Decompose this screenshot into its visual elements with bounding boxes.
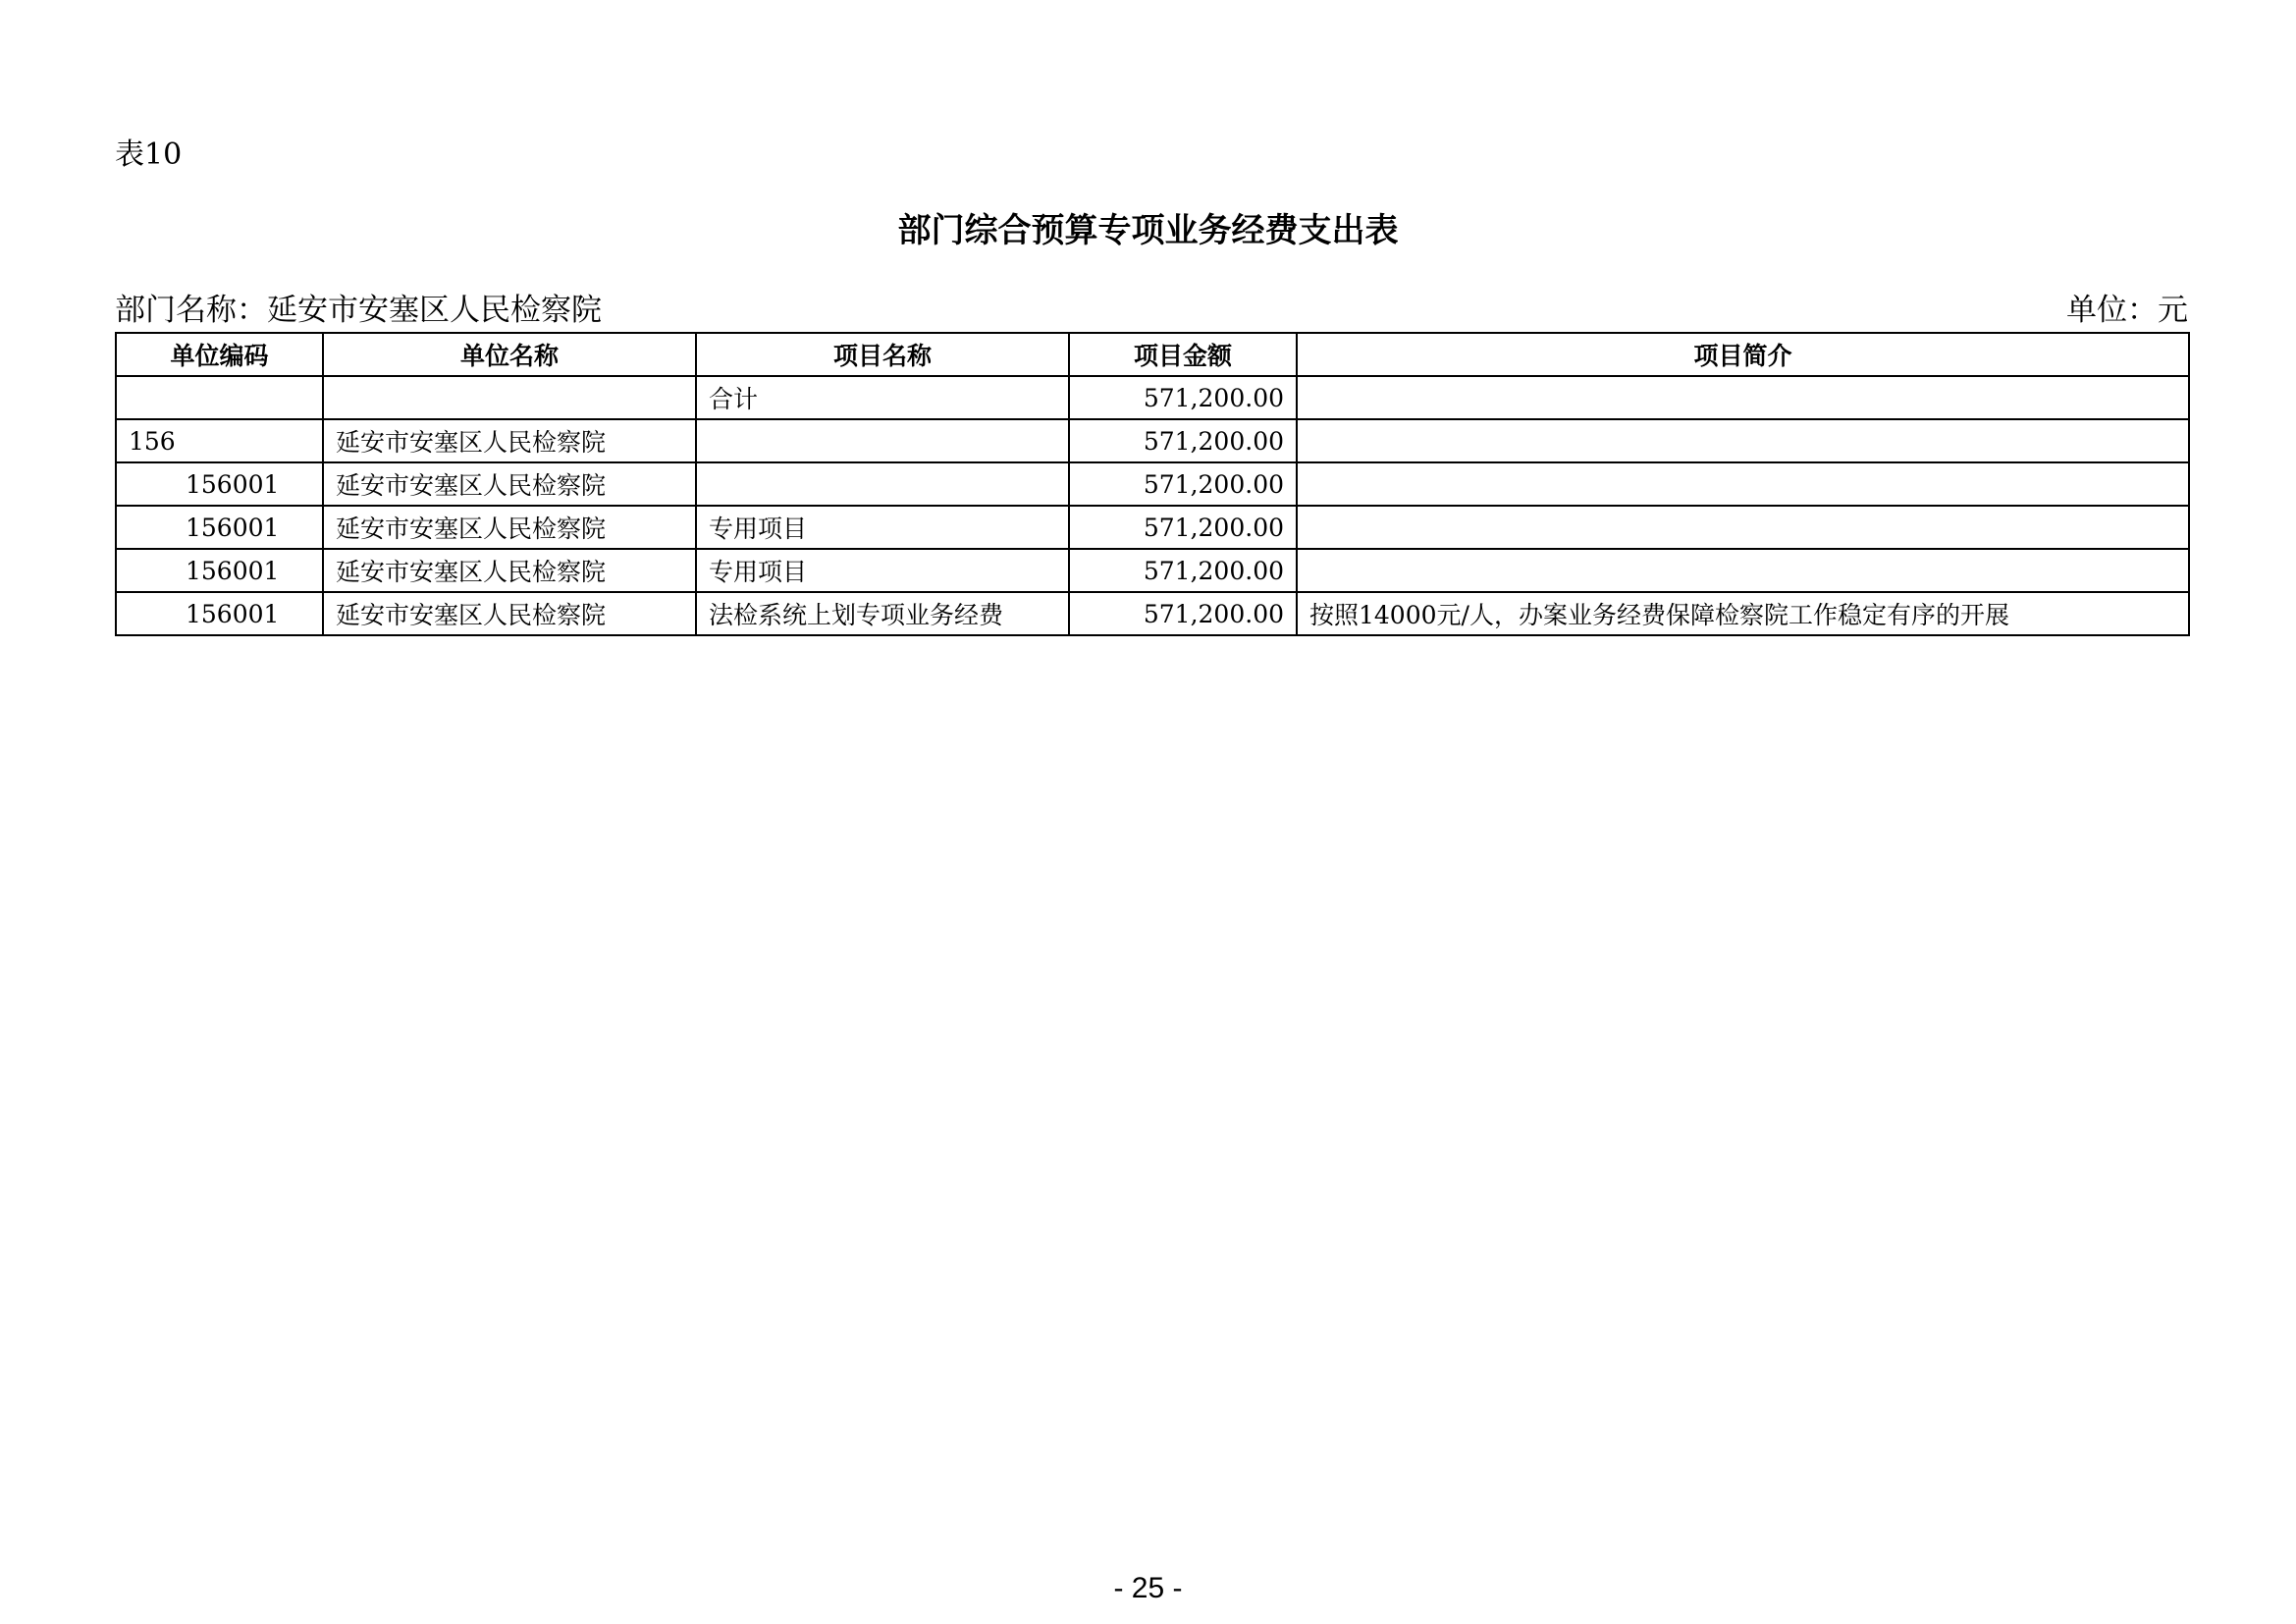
cell-code: 156001 — [116, 462, 323, 506]
cell-intro — [1297, 376, 2189, 419]
cell-unit-name: 延安市安塞区人民检察院 — [323, 462, 696, 506]
cell-amount: 571,200.00 — [1069, 549, 1297, 592]
cell-amount: 571,200.00 — [1069, 376, 1297, 419]
column-header-project-name: 项目名称 — [696, 333, 1069, 376]
cell-amount: 571,200.00 — [1069, 462, 1297, 506]
cell-intro — [1297, 462, 2189, 506]
cell-intro: 按照14000元/人，办案业务经费保障检察院工作稳定有序的开展 — [1297, 592, 2189, 635]
cell-intro — [1297, 419, 2189, 462]
page-number: - 25 - — [1113, 1572, 1183, 1604]
cell-project-name: 专用项目 — [696, 506, 1069, 549]
cell-project-name: 法检系统上划专项业务经费 — [696, 592, 1069, 635]
cell-project-name — [696, 462, 1069, 506]
cell-amount: 571,200.00 — [1069, 419, 1297, 462]
table-row — [116, 462, 2189, 506]
table-row — [116, 376, 2189, 419]
cell-unit-name — [323, 376, 696, 419]
column-header-code: 单位编码 — [116, 333, 323, 376]
cell-code — [116, 376, 323, 419]
cell-amount: 571,200.00 — [1069, 506, 1297, 549]
cell-project-name: 合计 — [696, 376, 1069, 419]
cell-code: 156001 — [116, 506, 323, 549]
table-header-row — [116, 333, 2189, 376]
column-header-unit-name: 单位名称 — [323, 333, 696, 376]
cell-code: 156 — [116, 419, 323, 462]
column-header-intro: 项目简介 — [1297, 333, 2189, 376]
table-row — [116, 419, 2189, 462]
department-name: 部门名称：延安市安塞区人民检察院 — [115, 293, 602, 328]
column-header-amount: 项目金额 — [1069, 333, 1297, 376]
table-row — [116, 592, 2189, 635]
cell-amount: 571,200.00 — [1069, 592, 1297, 635]
table-row — [116, 506, 2189, 549]
cell-unit-name: 延安市安塞区人民检察院 — [323, 419, 696, 462]
currency-unit: 单位：元 — [2066, 293, 2188, 328]
cell-project-name: 专用项目 — [696, 549, 1069, 592]
table-number: 表10 — [115, 137, 183, 172]
cell-intro — [1297, 506, 2189, 549]
page-title: 部门综合预算专项业务经费支出表 — [897, 211, 1399, 250]
cell-unit-name: 延安市安塞区人民检察院 — [323, 549, 696, 592]
cell-project-name — [696, 419, 1069, 462]
cell-code: 156001 — [116, 592, 323, 635]
budget-table — [115, 332, 2190, 636]
cell-unit-name: 延安市安塞区人民检察院 — [323, 506, 696, 549]
cell-intro — [1297, 549, 2189, 592]
cell-code: 156001 — [116, 549, 323, 592]
cell-unit-name: 延安市安塞区人民检察院 — [323, 592, 696, 635]
table-row — [116, 549, 2189, 592]
